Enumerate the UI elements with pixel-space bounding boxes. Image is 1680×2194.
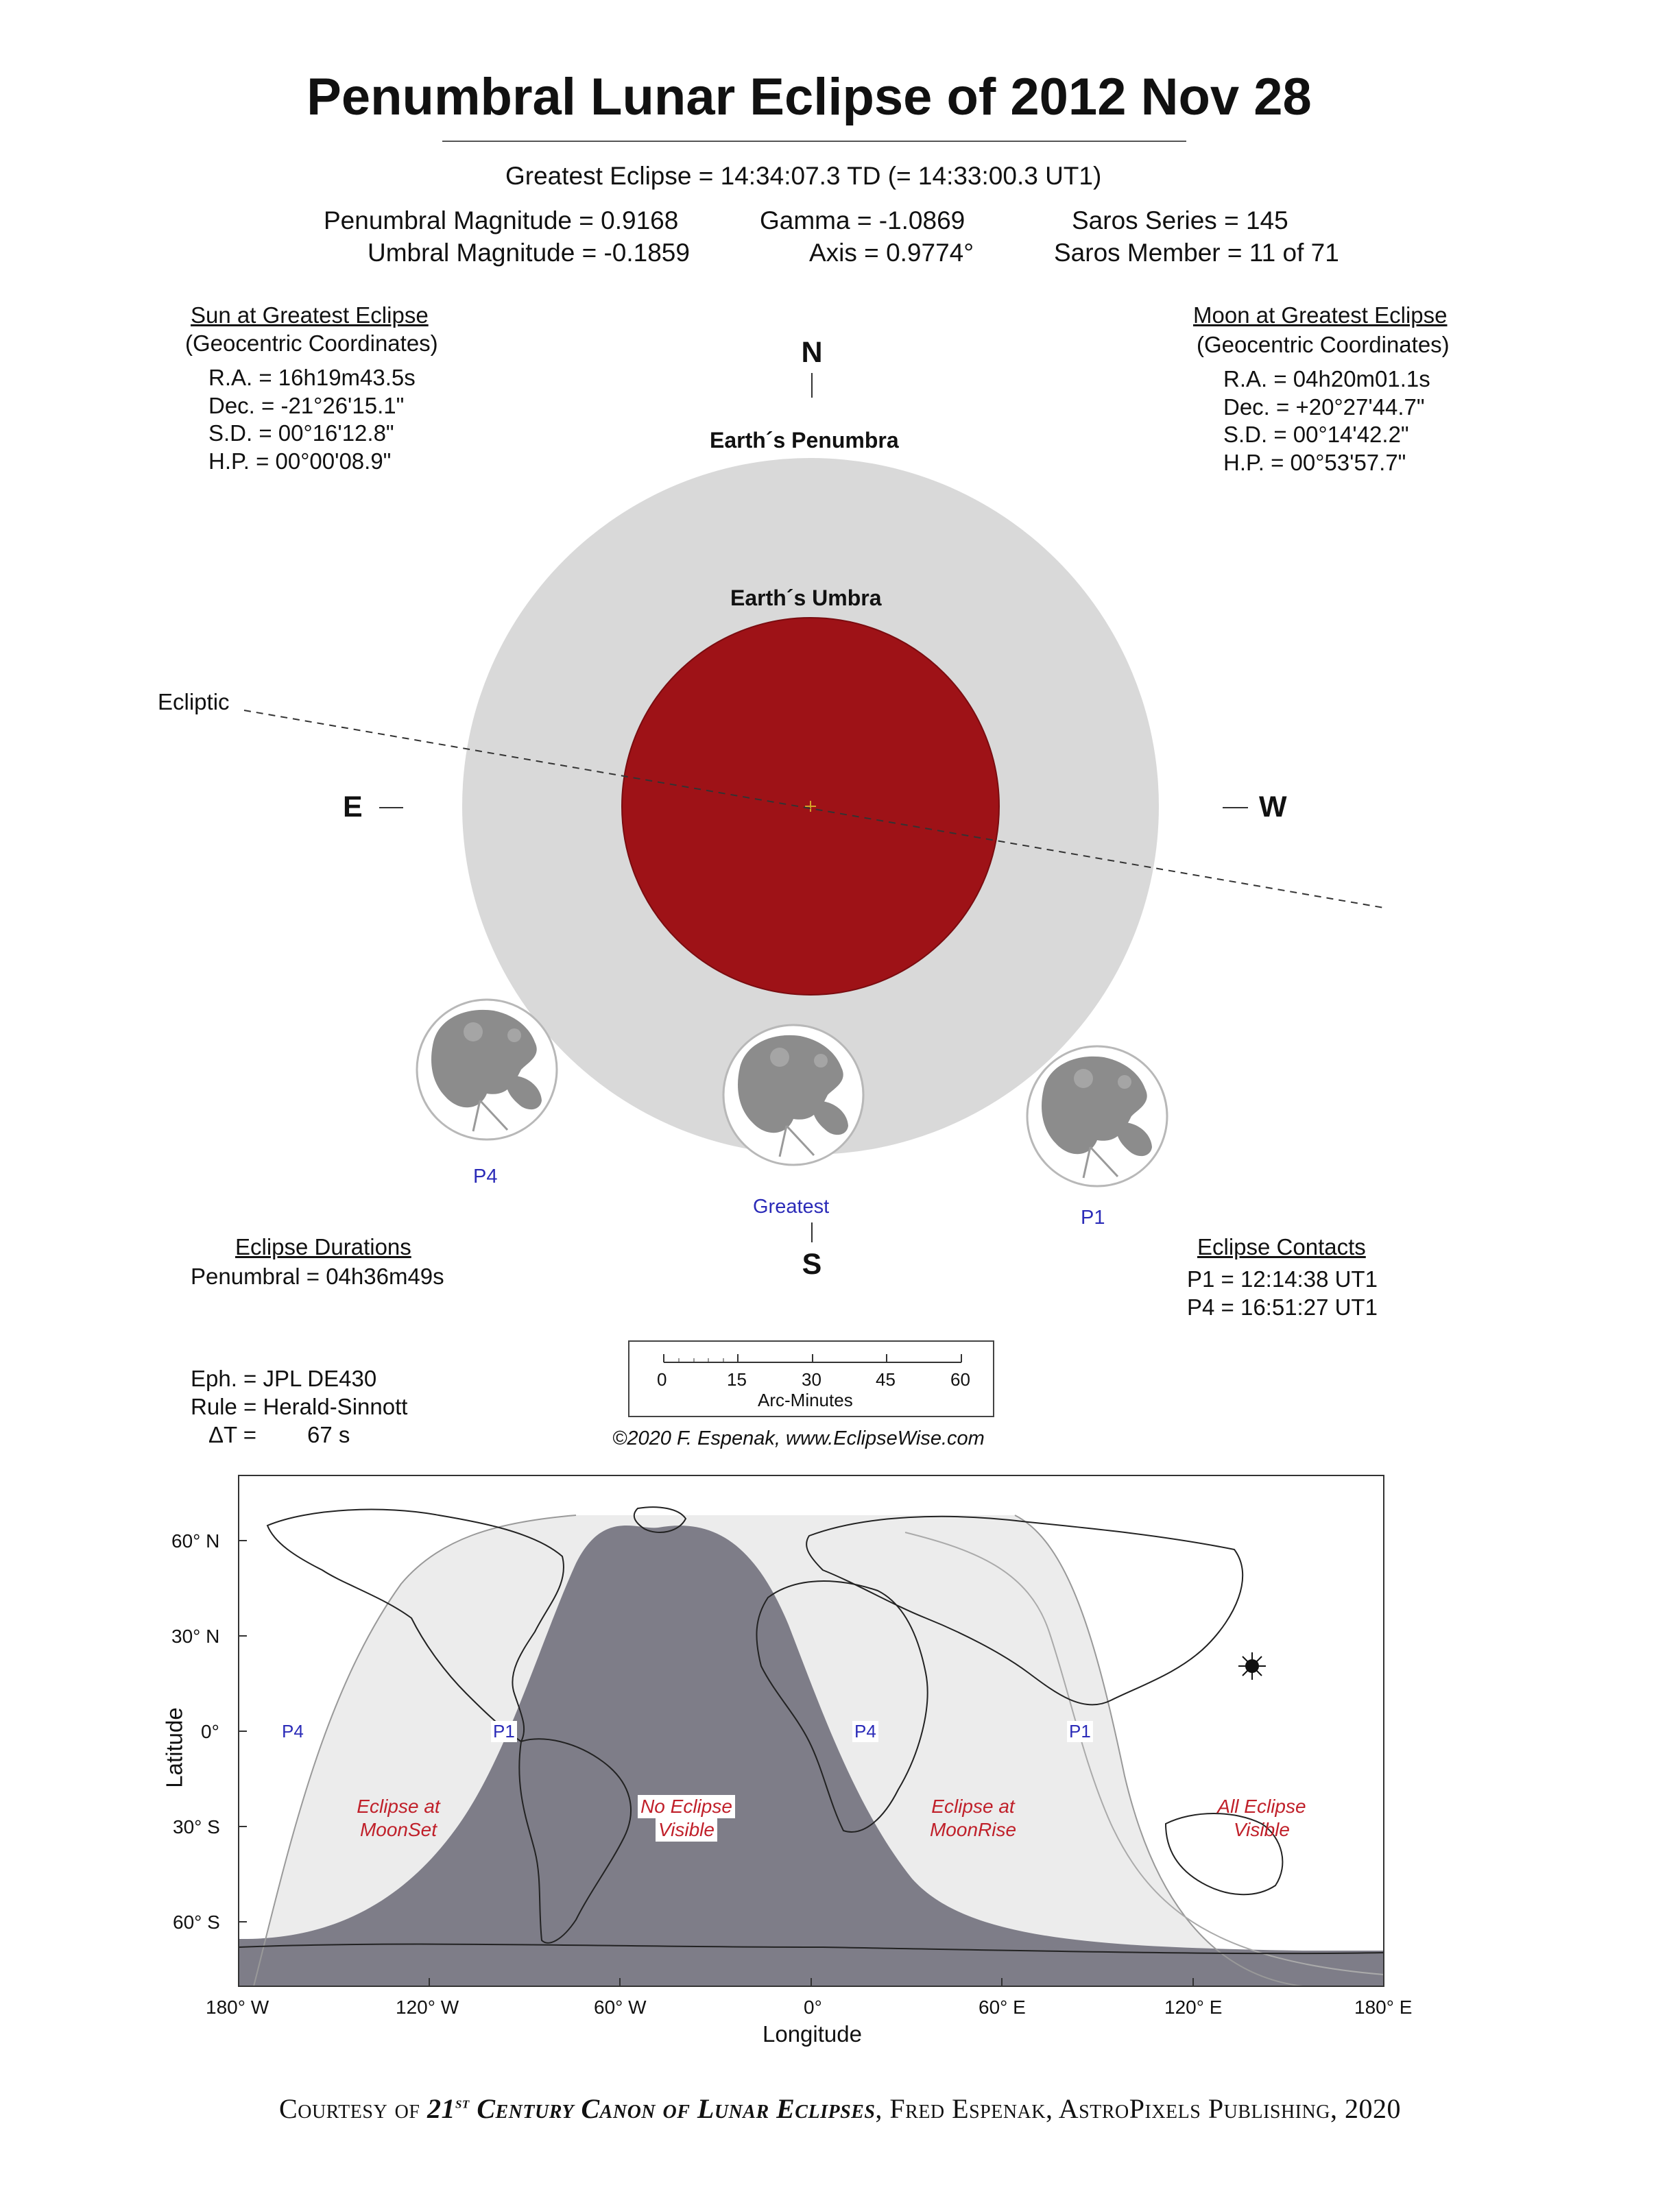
moon-hp: H.P. = 00°53'57.7" xyxy=(1223,450,1406,475)
map-label-p1-west: P1 xyxy=(491,1721,517,1742)
region-label-moonset: Eclipse at MoonSet xyxy=(357,1796,440,1840)
lat-tick-60s: 60° S xyxy=(173,1912,220,1933)
north-label: N xyxy=(801,336,823,369)
region-label-moonrise: Eclipse at MoonRise xyxy=(929,1796,1017,1840)
page-title: Penumbral Lunar Eclipse of 2012 Nov 28 xyxy=(307,68,1312,126)
contact-p4: P4 = 16:51:27 UT1 xyxy=(1187,1294,1378,1320)
lon-tick-180e: 180° E xyxy=(1354,1997,1413,2018)
lat-tick-0: 0° xyxy=(201,1721,219,1742)
map-x-axis-label: Longitude xyxy=(763,2021,862,2047)
west-label: W xyxy=(1259,791,1287,823)
visibility-map xyxy=(0,1467,1680,2071)
sun-dec: Dec. = -21°26'15.1" xyxy=(208,393,405,418)
lat-tick-30n: 30° N xyxy=(171,1626,220,1647)
gamma-value: Gamma = -1.0869 xyxy=(760,206,965,234)
lon-tick-0: 0° xyxy=(804,1997,822,2018)
sun-ra: R.A. = 16h19m43.5s xyxy=(208,365,416,390)
copyright: ©2020 F. Espenak, www.EclipseWise.com xyxy=(612,1427,985,1449)
lon-tick-180w: 180° W xyxy=(206,1997,269,2018)
moon-position-p1 xyxy=(1027,1046,1167,1186)
moon-label-greatest: Greatest xyxy=(753,1196,830,1218)
moon-label-p4: P4 xyxy=(473,1166,498,1188)
map-y-axis-label: Latitude xyxy=(161,1707,187,1788)
moon-position-greatest xyxy=(723,1025,863,1165)
umbral-magnitude: Umbral Magnitude = -0.1859 xyxy=(368,239,690,267)
delta-t-label: ΔT = xyxy=(208,1422,257,1447)
lon-tick-120w: 120° W xyxy=(396,1997,459,2018)
arc-minute-scale xyxy=(628,1340,994,1417)
map-label-p1-east: P1 xyxy=(1067,1721,1093,1742)
scale-tick-60: 60 xyxy=(950,1369,970,1390)
umbra-label: Earth´s Umbra xyxy=(730,586,882,610)
moon-label-p1: P1 xyxy=(1081,1207,1105,1229)
durations-heading: Eclipse Durations xyxy=(235,1234,411,1259)
sun-heading: Sun at Greatest Eclipse xyxy=(191,302,429,328)
sun-sd: S.D. = 00°16'12.8" xyxy=(208,420,394,446)
moon-sd: S.D. = 00°14'42.2" xyxy=(1223,422,1409,447)
axis-value: Axis = 0.9774° xyxy=(809,239,974,267)
south-label: S xyxy=(802,1248,822,1281)
subsolar-point-icon xyxy=(1238,1652,1266,1680)
sun-hp: H.P. = 00°00'08.9" xyxy=(208,448,392,474)
scale-tick-0: 0 xyxy=(657,1369,667,1390)
ephemeris: Eph. = JPL DE430 xyxy=(191,1366,377,1391)
moon-dec: Dec. = +20°27'44.7" xyxy=(1223,394,1425,420)
saros-series: Saros Series = 145 xyxy=(1072,206,1288,234)
lon-tick-120e: 120° E xyxy=(1164,1997,1223,2018)
region-label-all-eclipse: All Eclipse Visible xyxy=(1217,1796,1306,1840)
map-label-p4-east: P4 xyxy=(852,1721,878,1742)
contact-p1: P1 = 12:14:38 UT1 xyxy=(1187,1266,1378,1292)
scale-tick-15: 15 xyxy=(727,1369,747,1390)
moon-ra: R.A. = 04h20m01.1s xyxy=(1223,366,1430,391)
moon-position-p4 xyxy=(417,1000,557,1140)
map-label-p4-west: P4 xyxy=(280,1721,306,1742)
saros-member: Saros Member = 11 of 71 xyxy=(1054,239,1339,267)
rule: Rule = Herald-Sinnott xyxy=(191,1394,408,1419)
moon-coord-note: (Geocentric Coordinates) xyxy=(1197,332,1450,357)
footer-credit: Courtesy of 21st Century Canon of Lunar Eclipses, Fred Espenak, AstroPixels Publishing, 2020 xyxy=(279,2093,1401,2124)
region-label-no-eclipse: No Eclipse Visible xyxy=(628,1795,745,1842)
moon-heading: Moon at Greatest Eclipse xyxy=(1193,302,1448,328)
ecliptic-label: Ecliptic xyxy=(158,689,230,714)
scale-unit-label: Arc-Minutes xyxy=(758,1390,853,1410)
penumbral-magnitude: Penumbral Magnitude = 0.9168 xyxy=(324,206,679,234)
penumbra-label: Earth´s Penumbra xyxy=(710,428,899,453)
lon-tick-60w: 60° W xyxy=(594,1997,647,2018)
lon-tick-60e: 60° E xyxy=(979,1997,1026,2018)
sun-coord-note: (Geocentric Coordinates) xyxy=(185,330,438,356)
lat-tick-60n: 60° N xyxy=(171,1530,220,1552)
scale-tick-30: 30 xyxy=(802,1369,821,1390)
delta-t-value: 67 s xyxy=(307,1422,350,1447)
lat-tick-30s: 30° S xyxy=(173,1816,220,1837)
east-label: E xyxy=(343,791,363,823)
greatest-eclipse-time: Greatest Eclipse = 14:34:07.3 TD (= 14:33:00.3 UT1) xyxy=(505,162,1102,190)
contacts-heading: Eclipse Contacts xyxy=(1197,1234,1366,1259)
scale-tick-45: 45 xyxy=(876,1369,896,1390)
penumbral-duration: Penumbral = 04h36m49s xyxy=(191,1264,444,1289)
